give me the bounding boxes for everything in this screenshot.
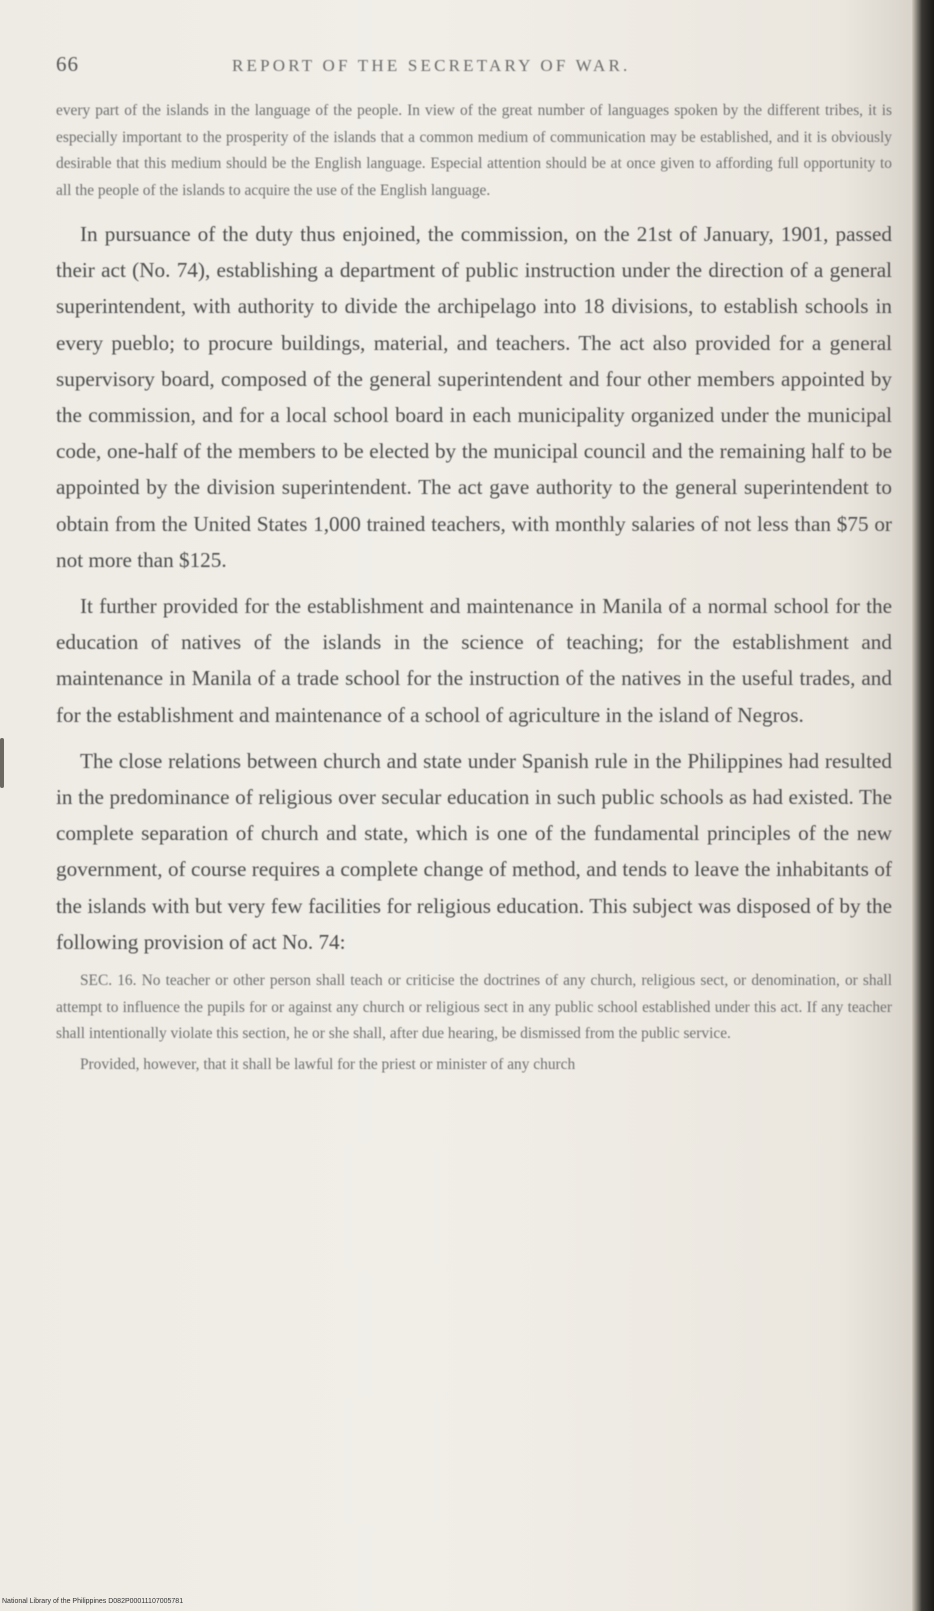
page-header (56, 52, 892, 86)
footer-credit: National Library of the Philippines D082P00011107005781 (2, 1598, 184, 1605)
proviso-line: Provided, however, that it shall be lawful for the priest or minister of any church (80, 1055, 576, 1073)
body-paragraph-2: It further provided for the establishment and maintenance in Manila of a normal school for the education of natives of the islands in the science of teaching; for the establishment and maintenance in Manila of a trade school for the instruction of the natives in the useful trades, and for the establishment and maintenance of a school of agriculture in the island of Negros. (56, 594, 892, 727)
body-paragraph-1: In pursuance of the duty thus enjoined, the commission, on the 21st of January, 1901, passed their act (No. 74), establishing a department of public instruction under the direction of a general superintendent, with authority to divide the archipelago into 18 divisions, to establish schools in every pueblo; to procure buildings, material, and teachers. The act also provided for a general supervisory board, composed of the general superintendent and four other members appointed by the commission, and for a local school board in each municipality organized under the municipal code, one-half of the members to be elected by the municipal council and the remaining half to be appointed by the division superintendent. The act gave authority to the general superintendent to obtain from the United States 1,000 trained teachers, with monthly salaries of not less than $75 or not more than $125. (56, 222, 892, 572)
body-paragraph-3: The close relations between church and state under Spanish rule in the Philippines had resulted in the predominance of religious over secular education in such public schools as had existed. The complete separation of church and state, which is one of the fundamental principles of the new government, of course requires a complete change of method, and tends to leave the inhabitants of the islands with but very few facilities for religious education. This subject was disposed of by the following provision of act No. 74: (56, 748, 892, 954)
quoted-section: SEC. 16. No teacher or other person shall teach or criticise the doctrines of any church, religious sect, or denomination, or shall attempt to influence the pupils for or against any church or religious sect in any public school established under this act. If any teacher shall intentionally violate this section, he or she shall, after due hearing, be dismissed from the public service. (56, 972, 892, 1043)
page-number: 66 (56, 52, 79, 76)
intro-paragraph: every part of the islands in the language of the people. In view of the great number of languages spoken by the different tribes, it is especially important to the prosperity of the islands that a common medium of communication may be established, and it is obviously desirable that this medium should be the English language. Especial attention should be at once given to affording full opportunity to all the people of the islands to acquire the use of the English language. (56, 102, 892, 199)
scan-margin-mark (0, 738, 4, 788)
page-content (56, 52, 892, 1078)
running-head: REPORT OF THE SECRETARY OF WAR. (232, 56, 631, 75)
page-edge-shadow (912, 0, 934, 1611)
